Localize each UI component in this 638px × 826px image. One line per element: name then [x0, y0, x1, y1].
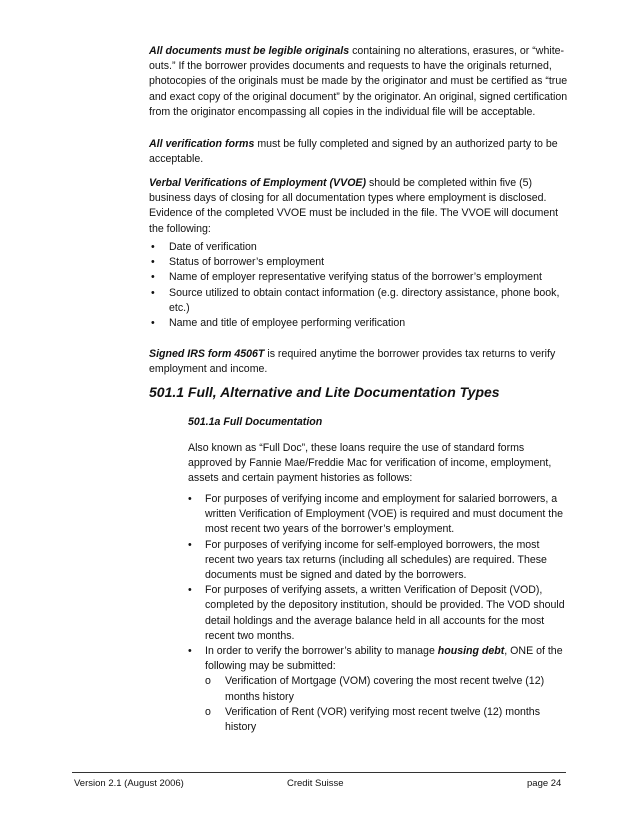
- circle-bullet-icon: o: [205, 705, 211, 718]
- paragraph-lead: All verification forms: [149, 138, 255, 150]
- housing-text-pre: In order to verify the borrower’s ability to manage: [205, 645, 438, 658]
- list-item-text: For purposes of verifying assets, a written Verification of Deposit (VOD), completed by the depository institution, should be provided. The VOD should detail holdings and the average balance held in all accounts for the most recent two months.: [205, 584, 565, 642]
- list-item-text: [205, 645, 563, 672]
- list-item-text: Source utilized to obtain contact information (e.g. directory assistance, phone book, etc.): [169, 286, 560, 314]
- list-item-text: For purposes of verifying income and employment for salaried borrowers, a written Verification of Employment (VOE) is required and must document the most recent two years of the borrower’s employment.: [205, 493, 563, 536]
- list-item-text: Verification of Rent (VOR) verifying most recent twelve (12) months history: [225, 705, 540, 734]
- list-item: [149, 240, 569, 255]
- bullet-icon: •: [188, 645, 192, 658]
- paragraph-body: should be completed within five (5) business days of closing for all documentation types where employment is disclosed. Evidence of the completed VVOE must be included in the file. The VVOE will document the following:: [149, 177, 559, 235]
- subsection-heading: 501.1a Full Documentation: [188, 416, 323, 428]
- paragraph-lead: Verbal Verifications of Employment (VVOE): [149, 177, 367, 189]
- paragraph-body: containing no alterations, erasures, or “white-outs.” If the borrower provides documents and requests to have the originals returned, photocopies of the originals must be made by the originator and must be certified as “true and exact copy of the original document” by the originator. An original, signed certification from the originator encompassing all copies in the individual file will be acceptable.: [149, 45, 568, 118]
- paragraph-lead: All documents must be legible originals: [149, 45, 350, 57]
- list-item: [205, 674, 568, 704]
- bullet-icon: •: [151, 241, 155, 253]
- list-item: [149, 316, 569, 331]
- bullet-icon: •: [151, 256, 155, 269]
- bullet-icon: •: [151, 271, 155, 284]
- housing-sub-list: [205, 674, 568, 735]
- housing-text-post: , ONE of the following may be submitted:: [205, 645, 563, 673]
- vvoe-list: [149, 240, 569, 331]
- paragraph-legible-originals: [149, 44, 569, 120]
- list-item-text: Name and title of employee performing verification: [169, 317, 406, 330]
- paragraph-vvoe: [149, 176, 569, 237]
- bullet-icon: •: [188, 493, 192, 505]
- list-item: [188, 644, 568, 735]
- full-doc-list: [188, 492, 568, 735]
- circle-bullet-icon: o: [205, 675, 211, 688]
- paragraph-irs-4506t: [149, 347, 569, 377]
- list-item: [205, 705, 568, 735]
- footer-page-number: page 24: [527, 778, 562, 789]
- bullet-icon: •: [188, 584, 192, 597]
- paragraph-verification-forms: [149, 137, 569, 167]
- bullet-icon: •: [151, 286, 155, 299]
- paragraph-body: is required anytime the borrower provides tax returns to verify employment and income.: [149, 348, 556, 376]
- footer-divider: [72, 772, 566, 773]
- paragraph-body: must be fully completed and signed by an authorized party to be acceptable.: [149, 138, 558, 166]
- footer-version: Version 2.1 (August 2006): [74, 778, 184, 789]
- list-item-text: Name of employer representative verifying status of the borrower’s employment: [169, 271, 542, 284]
- full-doc-intro: Also known as “Full Doc”, these loans require the use of standard forms approved by Fannie Mae/Freddie Mac for verification of income, employment, assets and certain payment histories as follows:: [188, 442, 552, 485]
- list-item: [188, 492, 568, 538]
- housing-debt-emphasis: housing debt: [437, 645, 505, 658]
- footer-company: Credit Suisse: [287, 778, 344, 789]
- bullet-icon: •: [151, 317, 155, 330]
- list-item-text: For purposes of verifying income for self-employed borrowers, the most recent two years tax returns (including all schedules) are required. These documents must be signed and dated by the borrowers.: [205, 538, 547, 582]
- paragraph-lead: Signed IRS form 4506T: [149, 348, 265, 360]
- bullet-icon: •: [188, 538, 192, 551]
- list-item: [149, 286, 569, 316]
- section-heading: 501.1 Full, Alternative and Lite Documentation Types: [149, 384, 500, 400]
- list-item: [149, 270, 569, 285]
- list-item-text: Status of borrower’s employment: [169, 256, 325, 269]
- list-item: [188, 538, 568, 584]
- list-item-text: Verification of Mortgage (VOM) covering the most recent twelve (12) months history: [225, 675, 545, 703]
- list-item-text: Date of verification: [169, 241, 257, 253]
- list-item: [188, 583, 568, 644]
- list-item: [149, 255, 569, 270]
